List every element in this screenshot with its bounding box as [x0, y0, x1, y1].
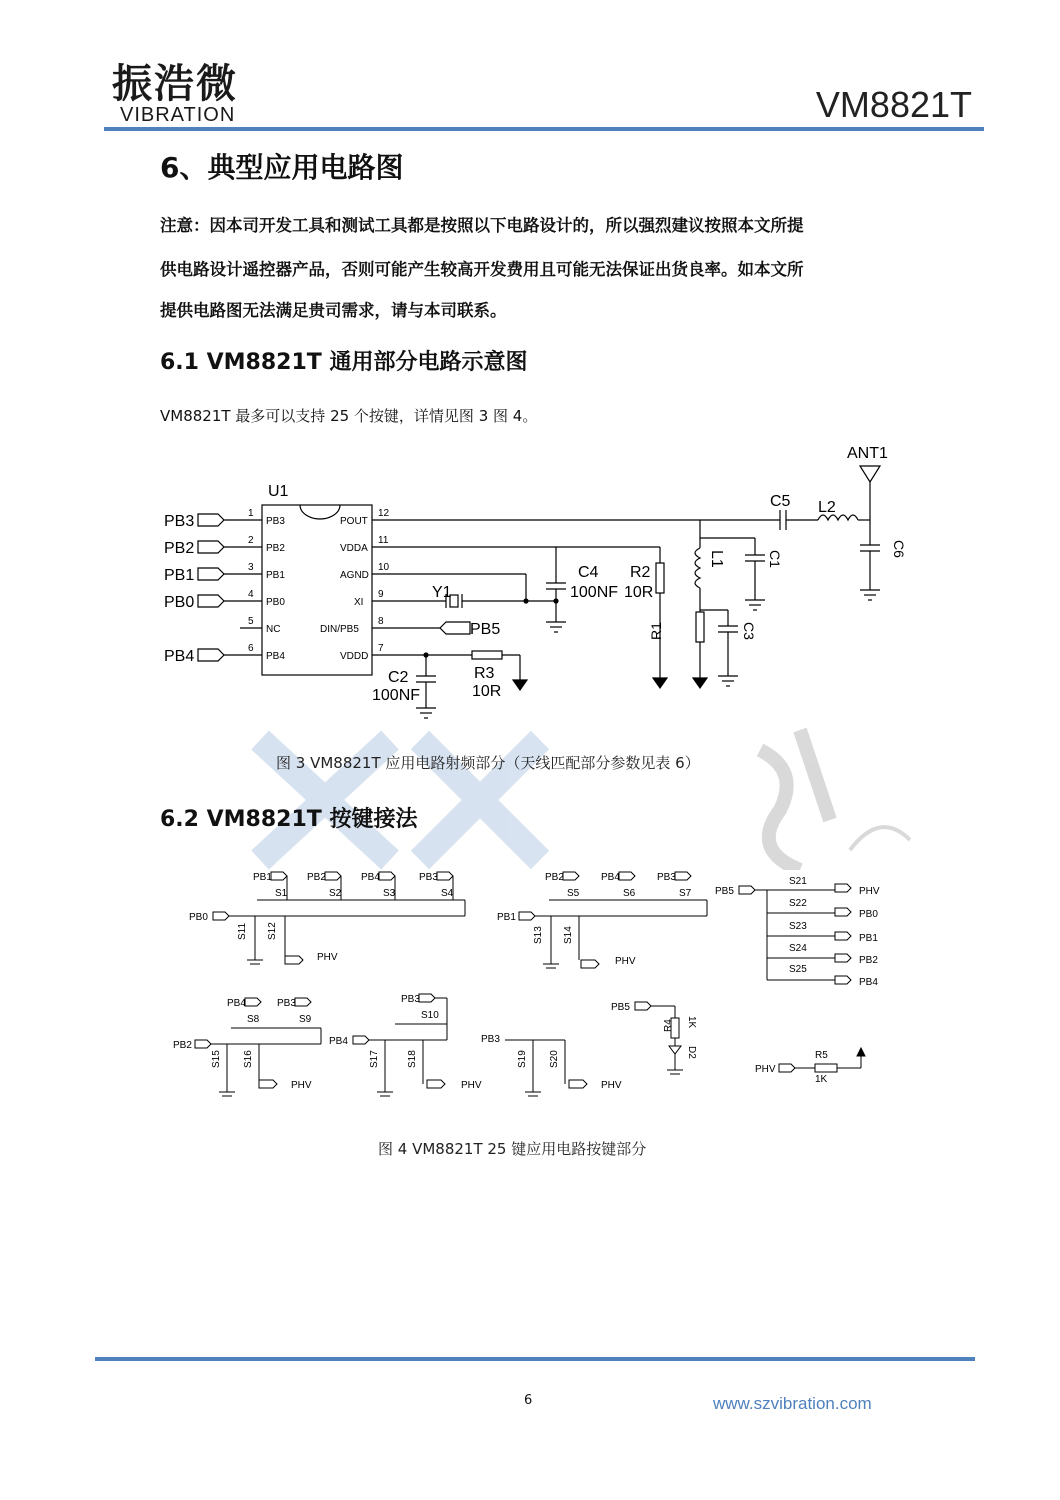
label-r3-value: 10R	[472, 683, 502, 700]
svg-text:S23: S23	[789, 921, 807, 932]
key-group-pb3	[481, 1034, 622, 1096]
label-c5: C5	[770, 493, 791, 510]
svg-text:PB3: PB3	[164, 513, 195, 530]
svg-text:S22: S22	[789, 898, 807, 909]
svg-text:6: 6	[248, 643, 254, 654]
led-indicator-circuit	[611, 1002, 697, 1074]
key-group-pb1	[497, 872, 707, 968]
label-c3: C3	[741, 622, 757, 640]
svg-text:PHV: PHV	[755, 1064, 776, 1075]
right-pin-12	[340, 508, 390, 527]
svg-text:S11: S11	[237, 922, 248, 940]
svg-text:S20: S20	[549, 1050, 560, 1068]
svg-text:PB1: PB1	[859, 933, 878, 944]
key-group-pb4	[329, 994, 482, 1096]
label-c4: C4	[578, 564, 599, 581]
svg-text:PB2: PB2	[164, 540, 195, 557]
svg-text:D2: D2	[686, 1046, 697, 1059]
arrow-r2	[653, 678, 667, 688]
svg-text:S10: S10	[421, 1010, 439, 1021]
svg-text:S13: S13	[533, 926, 544, 944]
label-y1: Y1	[432, 584, 452, 601]
svg-text:PB3: PB3	[419, 872, 438, 883]
svg-text:S15: S15	[211, 1050, 222, 1068]
svg-text:NC: NC	[266, 624, 281, 635]
antenna-symbol	[860, 466, 880, 482]
svg-text:PB4: PB4	[329, 1036, 348, 1047]
svg-text:PHV: PHV	[461, 1080, 482, 1091]
pullup-r5-circuit	[755, 1048, 865, 1085]
svg-text:S14: S14	[563, 926, 574, 944]
website-link[interactable]: www.szvibration.com	[713, 1394, 872, 1413]
svg-text:S4: S4	[441, 888, 454, 899]
svg-text:S12: S12	[267, 922, 278, 940]
svg-text:PB4: PB4	[227, 998, 246, 1009]
watermark-logo	[240, 720, 940, 870]
svg-text:DIN/PB5: DIN/PB5	[320, 624, 359, 635]
svg-text:3: 3	[248, 562, 254, 573]
svg-text:7: 7	[378, 643, 384, 654]
svg-text:10: 10	[378, 562, 390, 573]
label-c1: C1	[767, 550, 783, 568]
svg-text:S7: S7	[679, 888, 692, 899]
svg-text:PB3: PB3	[266, 516, 285, 527]
svg-text:PB0: PB0	[266, 597, 285, 608]
inductor-l1	[695, 548, 700, 588]
svg-text:PB1: PB1	[266, 570, 285, 581]
svg-text:R5: R5	[815, 1050, 828, 1061]
document-code: VM8821T	[815, 84, 972, 125]
svg-text:9: 9	[378, 589, 384, 600]
svg-text:PHV: PHV	[291, 1080, 312, 1091]
svg-text:1K: 1K	[686, 1016, 697, 1029]
left-pin-6	[164, 643, 285, 665]
svg-text:11: 11	[378, 535, 389, 546]
company-logo-english: VIBRATION	[120, 104, 236, 126]
resistor-r2	[656, 563, 664, 593]
key-matrix-figure-4	[165, 860, 895, 1110]
svg-text:PB1: PB1	[164, 567, 195, 584]
ic-ref-label: U1	[268, 483, 289, 500]
rf-schematic-figure-3	[150, 440, 910, 740]
svg-text:PB2: PB2	[307, 872, 326, 883]
right-pin-8	[320, 616, 384, 635]
figure-3-caption: 图 3 VM8821T 应用电路射频部分（天线匹配部分参数见表 6）	[276, 754, 700, 772]
svg-text:S9: S9	[299, 1014, 312, 1025]
svg-text:PHV: PHV	[859, 886, 880, 897]
svg-text:S1: S1	[275, 888, 288, 899]
left-pin-2	[164, 535, 285, 557]
svg-text:VDDA: VDDA	[340, 543, 368, 554]
section-title: 6、典型应用电路图	[160, 151, 404, 184]
svg-text:PB1: PB1	[497, 912, 516, 923]
svg-text:S25: S25	[789, 964, 807, 975]
svg-text:AGND: AGND	[340, 570, 369, 581]
svg-text:12: 12	[378, 508, 390, 519]
svg-text:PB4: PB4	[361, 872, 380, 883]
svg-text:S16: S16	[243, 1050, 254, 1068]
svg-text:PB3: PB3	[481, 1034, 500, 1045]
svg-text:PB3: PB3	[657, 872, 676, 883]
key-group-pb2	[173, 998, 321, 1096]
header-rule	[104, 127, 984, 131]
ic-u1-notch	[300, 505, 340, 519]
label-c6: C6	[891, 540, 907, 558]
note-line-3: 提供电路图无法满足贵司需求，请与本司联系。	[160, 301, 507, 320]
left-pin-4	[164, 589, 285, 611]
svg-text:PHV: PHV	[601, 1080, 622, 1091]
arrow-r3	[513, 680, 527, 690]
svg-text:PB5: PB5	[611, 1002, 630, 1013]
svg-text:S19: S19	[517, 1050, 528, 1068]
svg-text:PB0: PB0	[189, 912, 208, 923]
svg-text:S21: S21	[789, 876, 807, 887]
subsection-title-6-2: 6.2 VM8821T 按键接法	[160, 807, 418, 832]
arrow-r1	[693, 678, 707, 688]
svg-text:S5: S5	[567, 888, 580, 899]
svg-text:PB1: PB1	[253, 872, 272, 883]
label-l1: L1	[708, 550, 725, 568]
svg-text:S2: S2	[329, 888, 342, 899]
resistor-r3	[472, 651, 502, 659]
right-pin-11	[340, 535, 389, 554]
svg-text:PB0: PB0	[859, 909, 878, 920]
svg-text:PHV: PHV	[615, 956, 636, 967]
svg-text:5: 5	[248, 616, 254, 627]
svg-text:POUT: POUT	[340, 516, 368, 527]
subsection-title-6-1: 6.1 VM8821T 通用部分电路示意图	[160, 350, 528, 375]
company-logo-chinese: 振浩微	[112, 60, 238, 107]
svg-text:4: 4	[248, 589, 254, 600]
left-pin-1	[164, 508, 285, 530]
key-group-pb0	[189, 872, 465, 964]
page-number: 6	[524, 1393, 533, 1408]
label-c4-value: 100NF	[570, 584, 619, 601]
label-r1: R1	[648, 622, 664, 640]
svg-text:S17: S17	[369, 1050, 380, 1068]
svg-text:PB3: PB3	[401, 994, 420, 1005]
note-line-1: 注意：因本司开发工具和测试工具都是按照以下电路设计的，所以强烈建议按照本文所提	[160, 216, 804, 235]
svg-text:1K: 1K	[815, 1074, 828, 1085]
left-pin-5	[240, 616, 280, 635]
svg-text:S8: S8	[247, 1014, 260, 1025]
intro-text: VM8821T 最多可以支持 25 个按键，详情见图 3 图 4。	[160, 407, 538, 425]
svg-text:PB2: PB2	[173, 1040, 192, 1051]
label-c2: C2	[388, 669, 409, 686]
svg-text:PB2: PB2	[545, 872, 564, 883]
svg-text:2: 2	[248, 535, 254, 546]
svg-text:PB3: PB3	[277, 998, 296, 1009]
key-group-pb5	[715, 876, 880, 988]
note-line-2: 供电路设计遥控器产品，否则可能产生较高开发费用且可能无法保证出货良率。如本文所	[160, 260, 804, 279]
svg-text:S6: S6	[623, 888, 636, 899]
svg-text:R4: R4	[663, 1019, 674, 1032]
ic-u1-body	[262, 505, 372, 675]
left-pin-3	[164, 562, 285, 584]
figure-4-caption: 图 4 VM8821T 25 键应用电路按键部分	[378, 1140, 647, 1158]
resistor-r1	[696, 612, 704, 642]
svg-text:PB2: PB2	[859, 955, 878, 966]
svg-text:PB2: PB2	[266, 543, 285, 554]
label-r2-value: 10R	[624, 584, 654, 601]
svg-text:S24: S24	[789, 943, 807, 954]
svg-text:1: 1	[248, 508, 254, 519]
right-pin-9	[354, 589, 384, 608]
svg-text:PB5: PB5	[715, 886, 734, 897]
right-pin-10	[340, 562, 390, 581]
label-ant1: ANT1	[847, 445, 888, 462]
svg-text:8: 8	[378, 616, 384, 627]
svg-text:PB4: PB4	[164, 648, 195, 665]
footer-rule	[95, 1357, 975, 1361]
label-r3: R3	[474, 665, 495, 682]
label-c2-value: 100NF	[372, 687, 421, 704]
svg-text:S3: S3	[383, 888, 396, 899]
svg-text:S18: S18	[407, 1050, 418, 1068]
svg-text:PHV: PHV	[317, 952, 338, 963]
svg-text:VDDD: VDDD	[340, 651, 369, 662]
label-pb5: PB5	[470, 621, 501, 638]
label-l2: L2	[818, 499, 836, 516]
svg-text:XI: XI	[354, 597, 364, 608]
right-pin-7	[340, 643, 384, 662]
svg-text:PB4: PB4	[859, 977, 878, 988]
svg-text:PB4: PB4	[601, 872, 620, 883]
svg-text:PB4: PB4	[266, 651, 285, 662]
svg-text:PB0: PB0	[164, 594, 195, 611]
label-r2: R2	[630, 564, 651, 581]
